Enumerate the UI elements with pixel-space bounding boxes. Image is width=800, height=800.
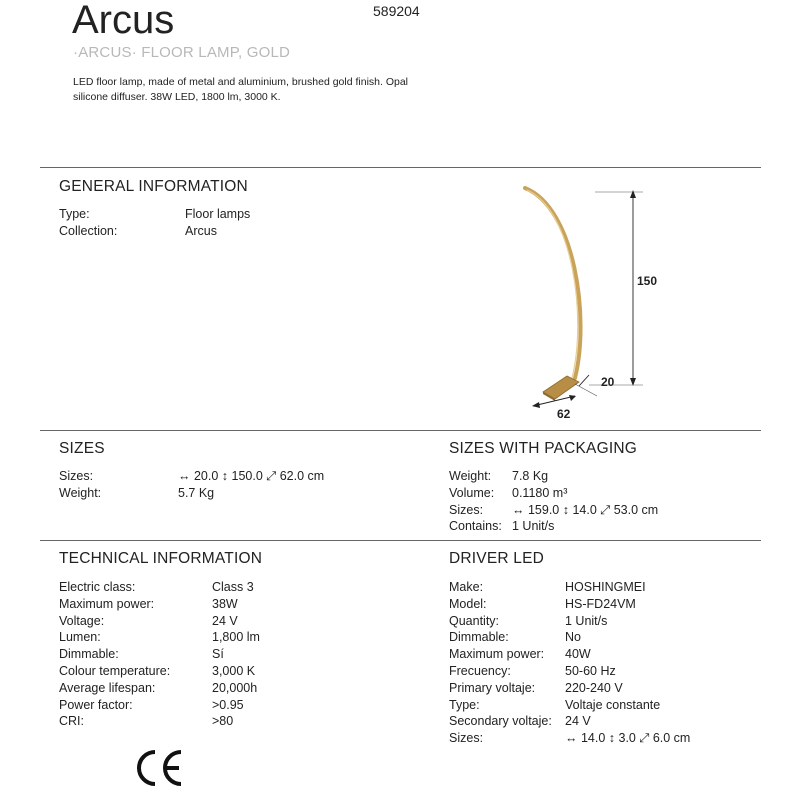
sizes-list: [59, 468, 324, 502]
driver-label: Maximum power:: [449, 647, 545, 662]
driver-label: Frecuency:: [449, 663, 511, 678]
width-dimension-label: 62: [557, 407, 571, 421]
sizes-weight-label: Weight:: [59, 485, 102, 500]
driver-label: Model:: [449, 596, 487, 611]
list-item: [59, 646, 260, 663]
driver-label: Primary voltaje:: [449, 680, 536, 695]
list-item: [449, 579, 690, 596]
tech-value: >80: [212, 714, 234, 729]
driver-value: No: [565, 630, 581, 645]
tech-value: 1,800 lm: [212, 630, 260, 645]
divider-sizes: [40, 430, 761, 431]
product-reference: 589204: [373, 3, 420, 19]
packaging-sizes-label: Sizes:: [449, 502, 484, 517]
tech-label: Voltage:: [59, 613, 105, 628]
product-description: LED floor lamp, made of metal and aluminium, brushed gold finish. Opal silicone diffuser. 38W LED, 1800 lm, 3000 K.: [73, 76, 409, 103]
tech-label: Dimmable:: [59, 647, 119, 662]
list-item: [449, 613, 690, 630]
tech-label: Average lifespan:: [59, 680, 156, 695]
list-item: [59, 485, 324, 502]
driver-led-heading: DRIVER LED: [449, 550, 545, 567]
list-item: [449, 629, 690, 646]
driver-value: 24 V: [565, 714, 591, 729]
driver-value: 40W: [565, 647, 591, 662]
tech-label: CRI:: [59, 714, 84, 729]
packaging-weight-label: Weight:: [449, 469, 492, 483]
list-item: [59, 680, 260, 697]
general-type-value: Floor lamps: [185, 207, 251, 221]
sizes-dimensions-value: ↔ 20.0 ↕ 150.0 ⤢ 62.0 cm: [178, 469, 325, 483]
technical-info-list: [59, 579, 260, 730]
general-type-label: Type:: [59, 207, 90, 221]
list-item: [59, 713, 260, 730]
packaging-sizes-value: ↔ 159.0 ↕ 14.0 ⤢ 53.0 cm: [512, 502, 659, 517]
height-dimension-label: 150: [637, 274, 658, 288]
list-item: [59, 468, 324, 485]
driver-value: HS-FD24VM: [565, 596, 636, 611]
general-info-heading: GENERAL INFORMATION: [59, 178, 248, 195]
driver-label: Dimmable:: [449, 630, 509, 645]
list-item: [449, 730, 690, 747]
list-item: [59, 206, 250, 223]
driver-value: 1 Unit/s: [565, 613, 608, 628]
list-item: [449, 502, 658, 519]
tech-value: Sí: [212, 647, 224, 662]
tech-label: Lumen:: [59, 630, 101, 645]
tech-value: Class 3: [212, 580, 254, 594]
sizes-weight-value: 5.7 Kg: [178, 485, 215, 500]
packaging-contains-value: 1 Unit/s: [512, 519, 555, 534]
general-collection-value: Arcus: [185, 223, 217, 238]
packaging-heading: SIZES WITH PACKAGING: [449, 440, 638, 457]
list-item: [449, 680, 690, 697]
divider-top: [40, 167, 761, 168]
list-item: [449, 697, 690, 714]
packaging-volume-label: Volume:: [449, 485, 495, 500]
driver-value: 50-60 Hz: [565, 663, 616, 678]
tech-value: >0.95: [212, 697, 244, 712]
list-item: [449, 646, 690, 663]
list-item: [59, 697, 260, 714]
driver-label: Quantity:: [449, 613, 500, 628]
tech-label: Power factor:: [59, 697, 133, 712]
list-item: [449, 713, 690, 730]
packaging-list: [449, 468, 658, 535]
driver-value: ↔ 14.0 ↕ 3.0 ⤢ 6.0 cm: [565, 731, 691, 746]
list-item: [59, 579, 260, 596]
tech-label: Electric class:: [59, 580, 136, 594]
driver-value: Voltaje constante: [565, 697, 661, 712]
list-item: [59, 663, 260, 680]
list-item: [449, 485, 658, 502]
general-info-list: [59, 206, 250, 240]
driver-label: Sizes:: [449, 731, 484, 746]
sizes-dimensions-label: Sizes:: [59, 469, 94, 483]
lamp-arc: [525, 188, 581, 378]
depth-dimension-label: 20: [601, 375, 615, 389]
tech-value: 24 V: [212, 613, 238, 628]
list-item: [59, 629, 260, 646]
list-item: [59, 223, 250, 240]
tech-label: Maximum power:: [59, 596, 155, 611]
list-item: [449, 518, 658, 535]
driver-value: HOSHINGMEI: [565, 580, 646, 594]
driver-label: Make:: [449, 580, 484, 594]
tech-value: 3,000 K: [212, 663, 256, 678]
list-item: [449, 663, 690, 680]
product-title: Arcus: [72, 0, 175, 42]
lamp-dimension-drawing: [515, 178, 680, 423]
product-subtitle: ·ARCUS· FLOOR LAMP, GOLD: [73, 44, 291, 61]
driver-label: Secondary voltaje:: [449, 714, 552, 729]
sizes-heading: SIZES: [59, 440, 105, 457]
driver-led-list: [449, 579, 690, 747]
packaging-volume-value: 0.1180 m³: [512, 485, 568, 500]
list-item: [449, 596, 690, 613]
driver-value: 220-240 V: [565, 680, 623, 695]
ce-mark-icon: [135, 748, 185, 788]
list-item: [59, 613, 260, 630]
driver-label: Type:: [449, 697, 480, 712]
divider-technical: [40, 540, 761, 541]
tech-value: 20,000h: [212, 680, 258, 695]
technical-info-heading: TECHNICAL INFORMATION: [59, 550, 263, 567]
packaging-weight-value: 7.8 Kg: [512, 469, 549, 483]
list-item: [449, 468, 658, 485]
general-collection-label: Collection:: [59, 223, 118, 238]
packaging-contains-label: Contains:: [449, 519, 502, 534]
list-item: [59, 596, 260, 613]
tech-value: 38W: [212, 596, 238, 611]
tech-label: Colour temperature:: [59, 663, 171, 678]
